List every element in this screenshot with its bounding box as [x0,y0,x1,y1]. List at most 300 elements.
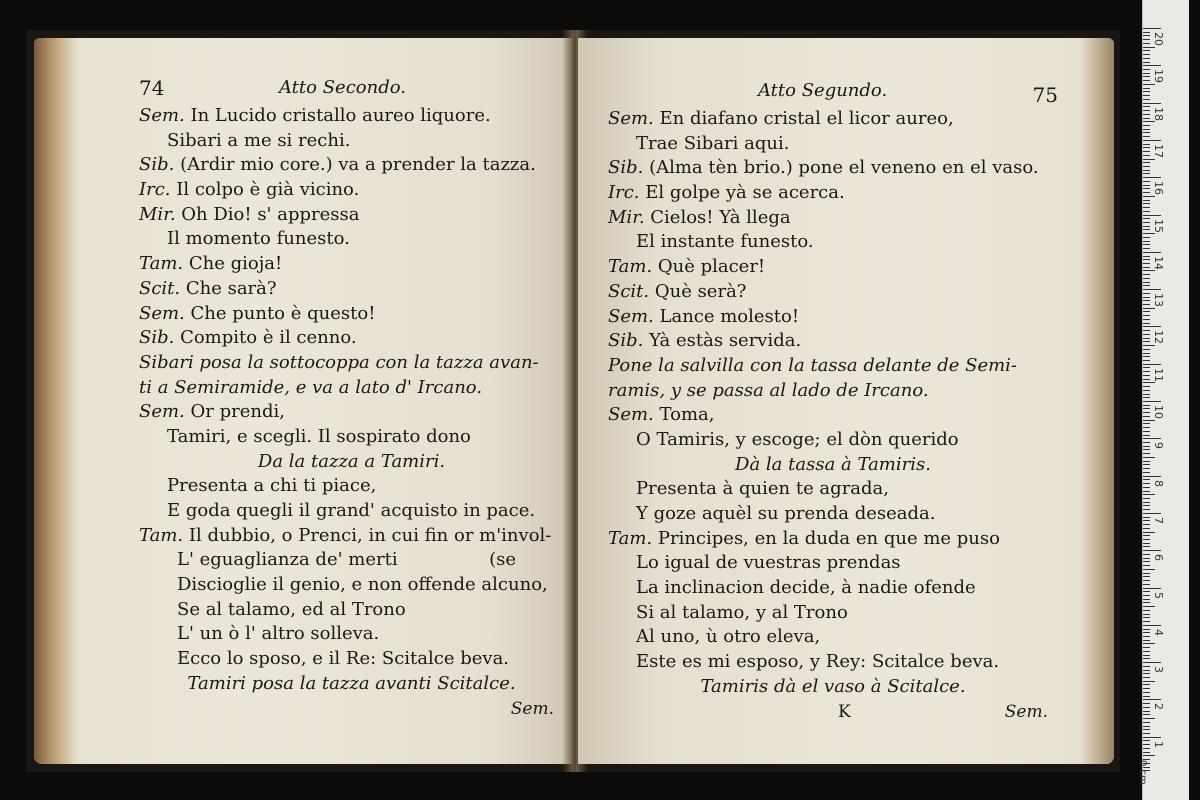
verse-text: Sibari a me si rechi. [167,129,351,151]
verse-line [608,107,1058,132]
ruler-minor-tick [1143,554,1150,555]
ruler-minor-tick [1143,580,1150,581]
ruler-minor-tick [1143,696,1150,697]
ruler-minor-tick [1143,643,1155,644]
ruler-minor-tick [1143,162,1150,163]
ruler-tick [1143,103,1161,104]
ruler-minor-tick [1143,334,1150,335]
verse-text: L' eguaglianza de' merti (se [177,549,517,571]
ruler-minor-tick [1143,621,1150,622]
verse-line [139,203,564,228]
verse-text: Tamiri, e scegli. Il sospirato dono [167,425,471,447]
ruler-minor-tick [1143,576,1150,577]
right-page-edge [1080,38,1114,764]
stage-direction: Pone la salvilla con la tassa delante de Semi- [608,354,1017,376]
ruler-minor-tick [1143,532,1155,533]
ruler-tick [1143,699,1161,700]
ruler-minor-tick [1143,517,1150,518]
ruler-minor-tick [1143,408,1150,409]
verse-line [139,227,564,252]
verse-text: Il dubbio, o Prenci, in cui fin or m'invol- [183,524,552,546]
ruler-minor-tick [1143,132,1150,133]
ruler-number: 6 [1152,554,1165,562]
ruler-minor-tick [1143,726,1150,727]
ruler-minor-tick [1143,341,1150,342]
ruler-minor-tick [1143,274,1150,275]
verse-line [608,576,1058,601]
ruler-minor-tick [1143,192,1150,193]
verse-text: Toma, [653,404,715,426]
ruler-minor-tick [1143,494,1155,495]
ruler-minor-tick [1143,181,1150,182]
verse-text: Si al talamo, y al Trono [636,601,848,623]
verse-line [139,277,564,302]
ruler-minor-tick [1143,528,1150,529]
ruler-minor-tick [1143,244,1150,245]
ruler-minor-tick [1143,300,1150,301]
ruler-tick [1143,28,1161,29]
ruler-number: 15 [1152,218,1165,233]
ruler-minor-tick [1143,345,1155,346]
ruler-minor-tick [1143,386,1150,387]
ruler-number: 11 [1152,367,1165,382]
verse-line [608,206,1058,231]
ruler-number: 9 [1152,442,1165,450]
ruler-minor-tick [1143,483,1150,484]
ruler-minor-tick [1143,610,1150,611]
page-number: 74 [139,76,165,100]
ruler-minor-tick [1143,595,1150,596]
verse-text: O Tamiris, y escoge; el dòn querido [636,428,959,450]
ruler-minor-tick [1143,565,1150,566]
verse-text: (Ardir mio core.) va a prender la tazza. [174,154,536,176]
verse-line [608,625,1058,650]
verse-line [139,573,564,598]
ruler-minor-tick [1143,472,1150,473]
verse-line [139,129,564,154]
right-page-lines [608,107,1058,700]
speaker-name: Scit. [608,280,650,302]
ruler-minor-tick [1143,632,1150,633]
verse-line [139,647,564,672]
speaker-name: Tam. [608,527,653,549]
verse-line [139,104,564,129]
verse-line [608,502,1058,527]
speaker-name: Sib. [139,154,175,176]
verse-line [139,548,564,573]
ruler-minor-tick [1143,423,1150,424]
ruler-minor-tick [1143,293,1150,294]
ruler-minor-tick [1143,718,1155,719]
speaker-name: Sem. [139,401,185,423]
ruler-tick [1143,326,1161,327]
ruler-minor-tick [1143,479,1150,480]
ruler-minor-tick [1143,670,1150,671]
ruler-minor-tick [1143,99,1150,100]
verse-line [139,302,564,327]
ruler-minor-tick [1143,539,1150,540]
speaker-name: Mir. [608,206,645,228]
ruler-minor-tick [1143,88,1150,89]
catchword: Sem. [1004,701,1048,722]
verse-text: Este es mi esposo, y Rey: Scitalce beva. [636,651,1000,673]
ruler-minor-tick [1143,155,1150,156]
ruler-minor-tick [1143,412,1150,413]
ruler-minor-tick [1143,558,1150,559]
verse-text: Or prendi, [184,401,285,423]
verse-line [139,326,564,351]
ruler-minor-tick [1143,136,1150,137]
ruler-minor-tick [1143,714,1150,715]
ruler-minor-tick [1143,673,1150,674]
ruler-minor-tick [1143,76,1150,77]
ruler-number: 7 [1152,516,1165,524]
ruler-minor-tick [1143,270,1155,271]
left-page-lines [139,104,564,697]
speaker-name: Sem. [139,302,185,324]
right-page [578,38,1114,764]
ruler-minor-tick [1143,703,1150,704]
verse-text: In Lucido cristallo aureo liquore. [184,105,491,126]
ruler-number: 16 [1152,181,1165,196]
ruler-minor-tick [1143,375,1150,376]
ruler-minor-tick [1143,655,1150,656]
ruler-tick [1143,625,1161,626]
ruler-minor-tick [1143,722,1150,723]
ruler-number: 4 [1152,628,1165,636]
ruler-minor-tick [1143,599,1150,600]
ruler-minor-tick [1143,185,1150,186]
ruler-minor-tick [1143,629,1150,630]
ruler-minor-tick [1143,84,1155,85]
ruler-minor-tick [1143,356,1150,357]
ruler-minor-tick [1143,278,1150,279]
ruler-minor-tick [1143,43,1150,44]
speaker-name: Tam. [608,256,653,278]
verse-text: Presenta à quien te agrada, [636,478,890,500]
ruler-minor-tick [1143,200,1150,201]
verse-text: Trae Sibari aqui. [636,132,790,154]
ruler-minor-tick [1143,285,1150,286]
verse-line [608,181,1058,206]
ruler-tick [1143,550,1161,551]
ruler-minor-tick [1143,282,1150,283]
stage-direction: Dà la tassa à Tamiris. [735,453,931,475]
ruler-tick [1143,513,1161,514]
ruler-minor-tick [1143,147,1150,148]
ruler-minor-tick [1143,196,1155,197]
ruler-minor-tick [1143,222,1150,223]
ruler-minor-tick [1143,311,1150,312]
right-page-text [608,80,1058,724]
ruler-minor-tick [1143,263,1150,264]
ruler-minor-tick [1143,54,1150,55]
verse-text: E goda quegli il grand' acquisto in pace. [167,500,536,521]
verse-text: Il colpo è già vicino. [170,179,360,201]
ruler-minor-tick [1143,39,1150,40]
ruler-minor-tick [1143,267,1150,268]
verse-line [139,425,564,450]
ruler-minor-tick [1143,744,1150,745]
ruler-minor-tick [1143,546,1150,547]
ruler-minor-tick [1143,707,1150,708]
ruler-unit-label: 0 cm [1137,760,1148,785]
ruler-minor-tick [1143,69,1150,70]
ruler-minor-tick [1143,207,1150,208]
ruler-minor-tick [1143,752,1150,753]
right-page-header [608,80,1058,107]
ruler-minor-tick [1143,379,1150,380]
speaker-name: Sib. [608,157,644,179]
verse-text: Compito è il cenno. [174,327,357,349]
ruler-minor-tick [1143,233,1155,234]
ruler-minor-tick [1143,561,1150,562]
verse-text: (Alma tèn brio.) pone el veneno en el vaso. [643,157,1039,179]
ruler-tick [1143,177,1161,178]
verse-line [139,524,564,549]
ruler-minor-tick [1143,397,1150,398]
verse-text: Lo igual de vuestras prendas [636,552,901,574]
ruler-minor-tick [1143,509,1150,510]
verse-line [608,650,1058,675]
speaker-name: Irc. [139,179,171,201]
verse-line [608,255,1058,280]
verse-text: Què placer! [652,256,766,278]
ruler-minor-tick [1143,755,1155,756]
verse-line [608,132,1058,157]
ruler-number: 20 [1152,32,1165,46]
ruler-minor-tick [1143,647,1150,648]
ruler-minor-tick [1143,677,1150,678]
ruler-tick [1143,588,1161,589]
verse-line [608,551,1058,576]
ruler-minor-tick [1143,166,1150,167]
verse-text: Què serà? [649,280,747,302]
ruler-minor-tick [1143,681,1155,682]
ruler-minor-tick [1143,405,1150,406]
verse-text: La inclinacion decide, à nadie ofende [636,577,976,599]
open-book [26,30,1120,772]
ruler-minor-tick [1143,114,1150,115]
ruler-minor-tick [1143,748,1150,749]
ruler-minor-tick [1143,360,1150,361]
ruler-minor-tick [1143,431,1150,432]
ruler-number: 5 [1152,591,1165,599]
ruler-minor-tick [1143,464,1150,465]
verse-text: Che sarà? [180,277,277,299]
catchword: Sem. [510,698,554,719]
ruler-minor-tick [1143,614,1150,615]
ruler-minor-tick [1143,353,1150,354]
ruler-minor-tick [1143,58,1150,59]
ruler-minor-tick [1143,159,1155,160]
ruler-minor-tick [1143,394,1150,395]
verse-line [139,252,564,277]
ruler-tick [1143,364,1161,365]
verse-line [139,622,564,647]
ruler-minor-tick [1143,524,1150,525]
verse-text: Presenta a chi ti piace, [167,475,377,497]
verse-text: Il momento funesto. [167,228,350,250]
verse-text: El instante funesto. [636,231,814,253]
verse-line [139,499,564,524]
ruler-minor-tick [1143,729,1150,730]
ruler-minor-tick [1143,170,1150,171]
ruler-minor-tick [1143,416,1150,417]
verse-text: Se al talamo, ed al Trono [177,598,406,620]
verse-text: Cielos! Yà llega [644,206,791,228]
ruler-number: 8 [1152,479,1165,487]
ruler-minor-tick [1143,248,1150,249]
verse-line [139,153,564,178]
ruler-minor-tick [1143,297,1150,298]
ruler-number: 17 [1152,143,1165,158]
ruler-minor-tick [1143,237,1150,238]
ruler-minor-tick [1143,125,1150,126]
verse-line [608,230,1058,255]
ruler-minor-tick [1143,461,1150,462]
ruler-minor-tick [1143,188,1150,189]
ruler-number: 13 [1152,293,1165,308]
ruler-tick [1143,401,1161,402]
ruler-number: 18 [1152,106,1165,121]
stage-direction: Tamiri posa la tazza avanti Scitalce. [187,672,516,694]
ruler-minor-tick [1143,35,1150,36]
ruler-minor-tick [1143,640,1150,641]
verse-line [139,474,564,499]
running-head: Atto Segundo. [758,80,888,101]
ruler-minor-tick [1143,617,1150,618]
ruler-minor-tick [1143,367,1150,368]
ruler-minor-tick [1143,330,1150,331]
ruler-minor-tick [1143,241,1150,242]
ruler-minor-tick [1143,315,1150,316]
ruler-minor-tick [1143,688,1150,689]
ruler-minor-tick [1143,569,1155,570]
ruler-minor-tick [1143,229,1150,230]
ruler-minor-tick [1143,442,1150,443]
ruler-minor-tick [1143,349,1150,350]
ruler-number: 2 [1152,703,1165,711]
ruler-minor-tick [1143,636,1150,637]
ruler-minor-tick [1143,658,1150,659]
verse-text: En diafano cristal el licor aureo, [653,108,954,129]
page-number: 75 [1032,83,1058,107]
ruler-minor-tick [1143,226,1150,227]
ruler-number: 3 [1152,666,1165,674]
verse-line [608,601,1058,626]
ruler-number: 14 [1152,255,1165,270]
verse-text: El golpe yà se acerca. [639,182,845,204]
measurement-ruler [1142,0,1189,800]
ruler-minor-tick [1143,502,1150,503]
verse-text: Ecco lo sposo, e il Re: Scitalce beva. [177,648,510,670]
ruler-minor-tick [1143,62,1150,63]
ruler-minor-tick [1143,338,1150,339]
ruler-minor-tick [1143,47,1155,48]
ruler-minor-tick [1143,666,1150,667]
ruler-minor-tick [1143,573,1150,574]
ruler-minor-tick [1143,733,1150,734]
ruler-tick [1143,438,1161,439]
speaker-name: Sib. [608,330,644,352]
ruler-minor-tick [1143,80,1150,81]
ruler-minor-tick [1143,256,1150,257]
ruler-tick [1143,476,1161,477]
ruler-minor-tick [1143,498,1150,499]
verse-text: Che punto è questo! [184,302,376,324]
ruler-minor-tick [1143,435,1150,436]
verse-text: Al uno, ù otro eleva, [636,626,821,648]
ruler-minor-tick [1143,446,1150,447]
ruler-number: 1 [1152,740,1165,748]
speaker-name: Irc. [608,182,640,204]
ruler-minor-tick [1143,491,1150,492]
ruler-tick [1143,252,1161,253]
ruler-minor-tick [1143,173,1150,174]
speaker-name: Mir. [139,203,176,225]
speaker-name: Sem. [139,105,185,126]
verse-text: Discioglie il genio, e non offende alcuno, [177,574,548,596]
verse-line [608,329,1058,354]
ruler-minor-tick [1143,144,1150,145]
ruler-tick [1143,65,1161,66]
ruler-minor-tick [1143,390,1150,391]
ruler-minor-tick [1143,602,1150,603]
verse-line [139,598,564,623]
ruler-minor-tick [1143,323,1150,324]
verse-line [608,428,1058,453]
left-page-header [139,76,564,104]
verse-text: L' un ò l' altro solleva. [177,623,380,645]
ruler-minor-tick [1143,487,1150,488]
ruler-minor-tick [1143,106,1150,107]
ruler-minor-tick [1143,468,1150,469]
ruler-tick [1143,140,1161,141]
ruler-minor-tick [1143,505,1150,506]
verse-text: Principes, en la duda en que me puso [652,527,1000,549]
speaker-name: Sem. [608,108,654,129]
verse-line [608,477,1058,502]
speaker-name: Scit. [139,277,181,299]
verse-text: Y goze aquèl su prenda deseada. [636,503,936,524]
stage-direction: Sibari posa la sottocoppa con la tazza avan- [139,351,539,373]
ruler-minor-tick [1143,584,1150,585]
ruler-minor-tick [1143,535,1150,536]
left-page-footer [139,697,564,722]
verse-text: Oh Dio! s' appressa [175,203,360,225]
ruler-minor-tick [1143,319,1150,320]
ruler-minor-tick [1143,304,1150,305]
ruler-minor-tick [1143,684,1150,685]
ruler-tick [1143,289,1161,290]
speaker-name: Tam. [139,253,184,275]
ruler-minor-tick [1143,259,1150,260]
ruler-minor-tick [1143,50,1150,51]
ruler-minor-tick [1143,218,1150,219]
right-page-footer [608,700,1058,725]
ruler-minor-tick [1143,151,1150,152]
ruler-tick [1143,215,1161,216]
ruler-number: 19 [1152,69,1165,84]
verse-text: Yà estàs servida. [643,330,802,352]
ruler-minor-tick [1143,91,1150,92]
running-head: Atto Secondo. [279,77,406,98]
ruler-minor-tick [1143,520,1150,521]
verse-text: Che gioja! [183,253,283,275]
left-page [34,38,572,764]
ruler-minor-tick [1143,606,1155,607]
